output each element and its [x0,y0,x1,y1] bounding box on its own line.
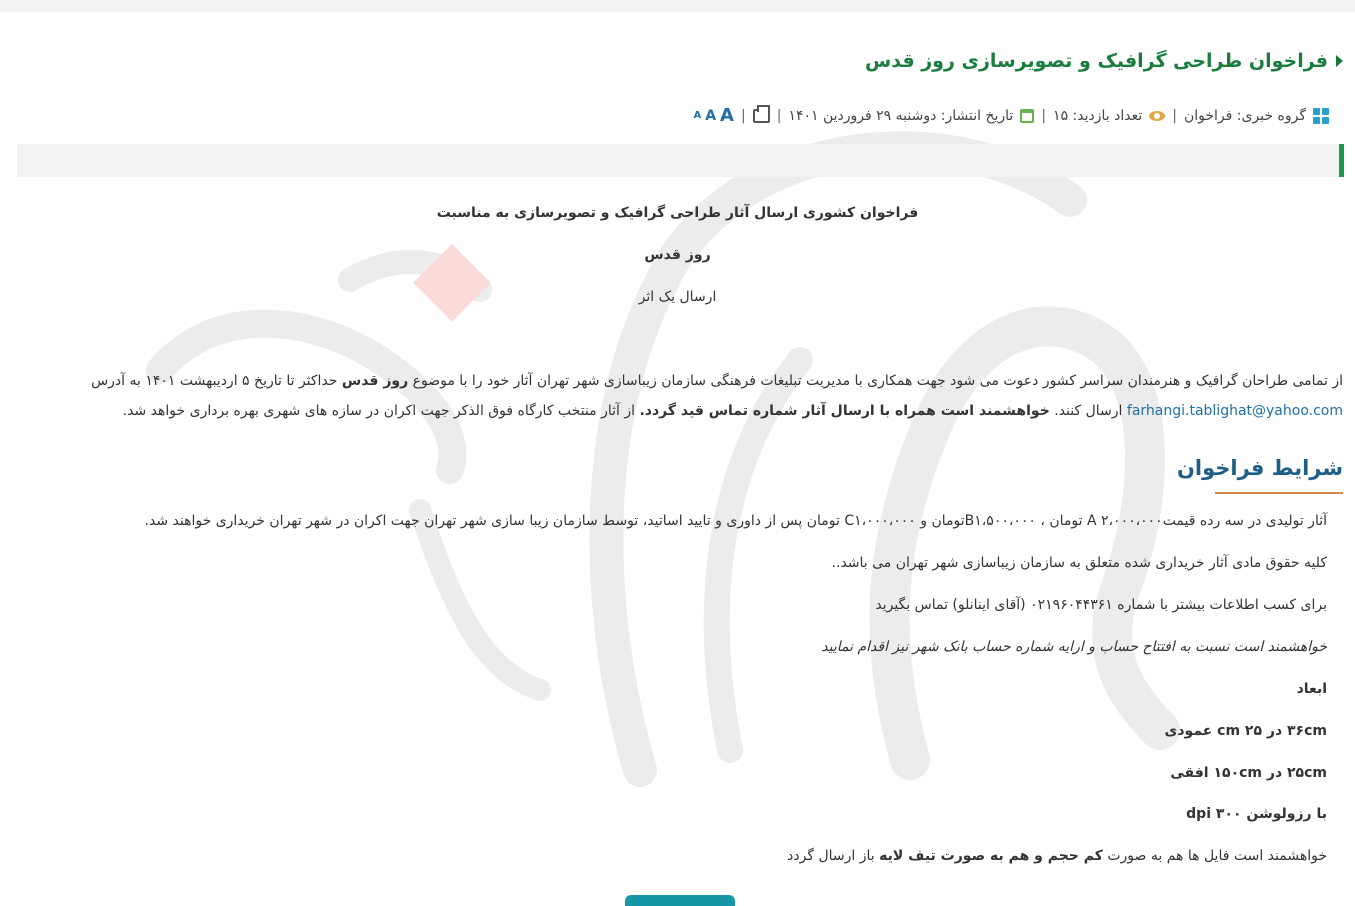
intro-paragraph [13,366,1343,426]
intro-text: از آثار منتخب کارگاه فوق الذکر جهت اکران در سازه های شهری بهره برداری خواهد شد. [122,403,640,419]
intro-text: ارسال کنند. [1049,403,1127,419]
calendar-icon [1020,109,1034,123]
file-format-note [787,848,1327,864]
article-divider-bar [17,144,1344,177]
news-group: گروه خبری: فراخوان [1183,107,1306,124]
file-note-bold: کم حجم و هم به صورت تیف لایه [879,848,1103,864]
article-title: فراخوان طراحی گرافیک و تصویرسازی روز قدس [865,50,1328,72]
bottom-button[interactable] [625,895,735,906]
meta-separator: | [1041,107,1047,124]
body-note: ارسال یک اثر [638,289,717,305]
condition-prices: آثار تولیدی در سه رده قیمتA ۲،۰۰۰،۰۰۰ تومان ، B۱،۵۰۰،۰۰۰تومان و C۱،۰۰۰،۰۰۰ تومان پس از داوری و تایید اساتید، توسط سازمان زیبا سازی شهر تهران جهت اکران در شهر تهران خریداری خواهند شد. [144,513,1327,529]
resolution-label: با رزولوشن ۳۰۰ dpi [1186,806,1327,822]
dimension-horizontal: ۲۵cm در ۱۵۰cm افقی [1170,765,1327,781]
email-link[interactable]: farhangi.tablighat@yahoo.com [1126,403,1343,419]
body-subheading: روز قدس [644,247,711,263]
title-bullet-icon [1336,55,1343,67]
print-icon[interactable] [753,109,770,123]
meta-separator: | [776,107,782,124]
article-title-row [865,50,1343,72]
category-icon [1313,108,1329,124]
body-heading: فراخوان کشوری ارسال آثار طراحی گرافیک و تصویرسازی به مناسبت [436,205,919,221]
font-size-large-button[interactable]: A [720,105,734,126]
condition-rights: کلیه حقوق مادی آثار خریداری شده متعلق به سازمان زیباسازی شهر تهران می باشد.. [831,555,1327,571]
eye-icon [1149,111,1165,121]
conditions-underline [1215,492,1343,494]
view-count: تعداد بازدید: ۱۵ [1053,107,1143,124]
top-strip [0,0,1355,12]
publish-date: تاریخ انتشار: دوشنبه ۲۹ فروردین ۱۴۰۱ [788,107,1014,124]
watermark-logo [120,130,1240,790]
file-note-text: باز ارسال گردد [787,848,880,864]
intro-text: از تمامی طراحان گرافیک و هنرمندان سراسر کشور دعوت می شود جهت همکاری با مدیریت تبلیغات فرهنگی سازمان زیباسازی شهر تهران آثار خود را با موضوع [408,373,1343,389]
intro-text: حداکثر تا تاریخ ۵ اردیبهشت ۱۴۰۱ به آدرس [91,373,342,389]
article-meta [693,105,1329,126]
intro-contact-note: خواهشمند است همراه با ارسال آثار شماره تماس قید گردد. [639,403,1050,419]
conditions-title: شرایط فراخوان [1176,456,1343,480]
dimension-vertical: ۳۶cm در ۲۵ cm عمودی [1164,723,1327,739]
meta-separator: | [740,107,746,124]
meta-separator: | [1172,107,1177,124]
condition-bank: خواهشمند است نسبت به افتتاح حساب و ارایه شماره حساب بانک شهر نیز اقدام نمایید [821,639,1327,655]
file-note-text: خواهشمند است فایل ها هم به صورت [1102,848,1327,864]
intro-topic: روز قدس [341,373,409,389]
font-size-small-button[interactable]: A [693,110,702,121]
dimensions-label: ابعاد [1296,681,1327,697]
condition-contact: برای کسب اطلاعات بیشتر با شماره ۰۲۱۹۶۰۴۴۳۶۱ (آقای اینانلو) تماس بگیرید [875,597,1327,613]
font-size-medium-button[interactable]: A [705,107,717,124]
